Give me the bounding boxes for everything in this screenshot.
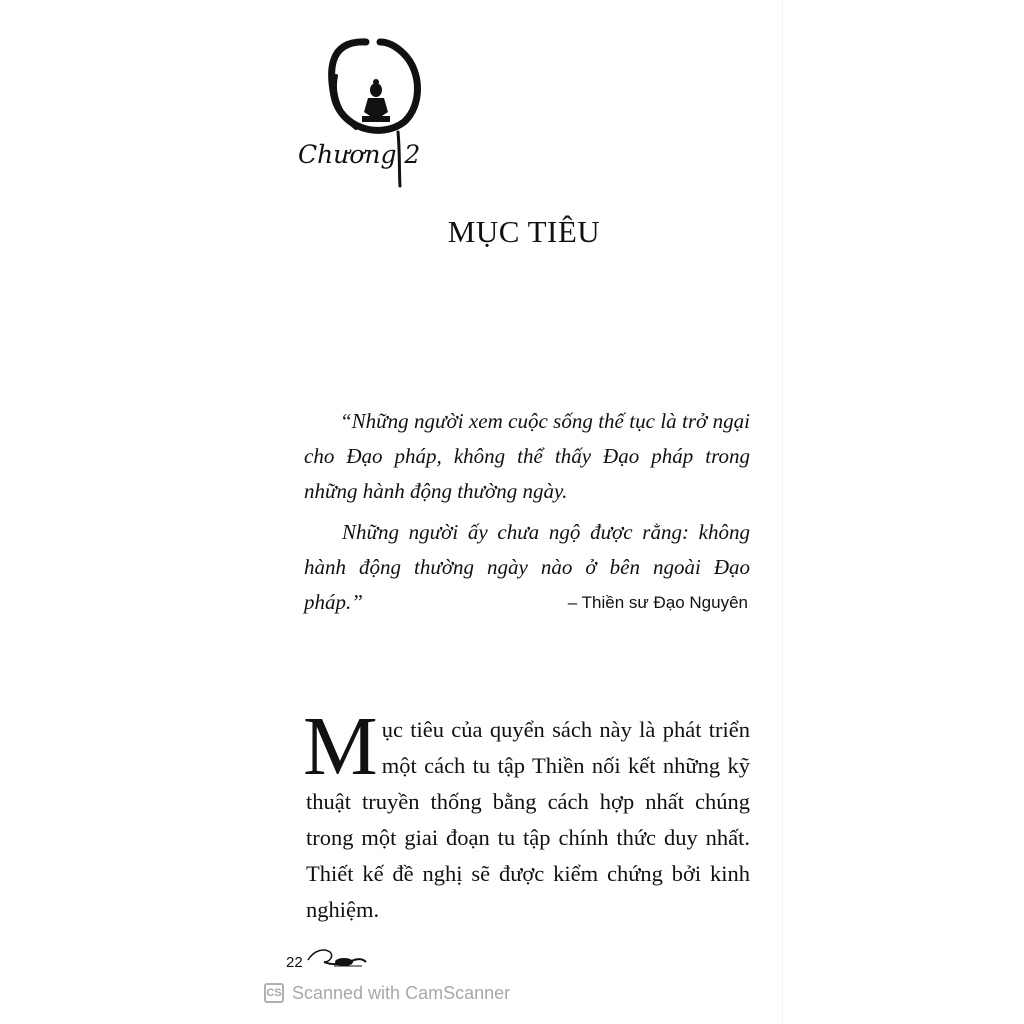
epigraph-attribution: – Thiền sư Đạo Nguyên	[567, 593, 748, 612]
body-paragraph	[303, 700, 750, 928]
epigraph-paragraph: Những người ấy chưa ngộ được rằng: không hành động thường ngày nào ở bên ngoài Đạo pháp.”	[304, 520, 750, 614]
page-edge	[782, 0, 783, 1024]
drop-cap: M	[303, 700, 378, 793]
epigraph-paragraph: “Những người xem cuộc sống thế tục là trở ngại cho Đạo pháp, không thể thấy Đạo pháp trong những hành động thường ngày.	[304, 409, 750, 503]
chapter-emblem-label: Chương 2	[298, 140, 421, 169]
body-text: ục tiêu của quyển sách này là phát triển một cách tu tập Thiền nối kết những kỹ thuật truyền thống bằng cách hợp nhất chúng trong một giai đoạn tu tập chính thức duy nhất. Thiết kế đề nghị sẽ được kiểm chứng bởi kinh nghiệm.	[306, 717, 750, 922]
chapter-title: MỤC TIÊU	[447, 214, 601, 249]
camscanner-logo-icon: CS	[264, 983, 284, 1003]
page-number: 22	[286, 954, 303, 971]
watermark-text: Scanned with CamScanner	[292, 982, 511, 1003]
chapter-emblem	[296, 36, 426, 192]
scanner-watermark	[264, 982, 510, 1004]
epigraph	[304, 404, 750, 620]
sleeping-figure-icon	[304, 942, 368, 972]
